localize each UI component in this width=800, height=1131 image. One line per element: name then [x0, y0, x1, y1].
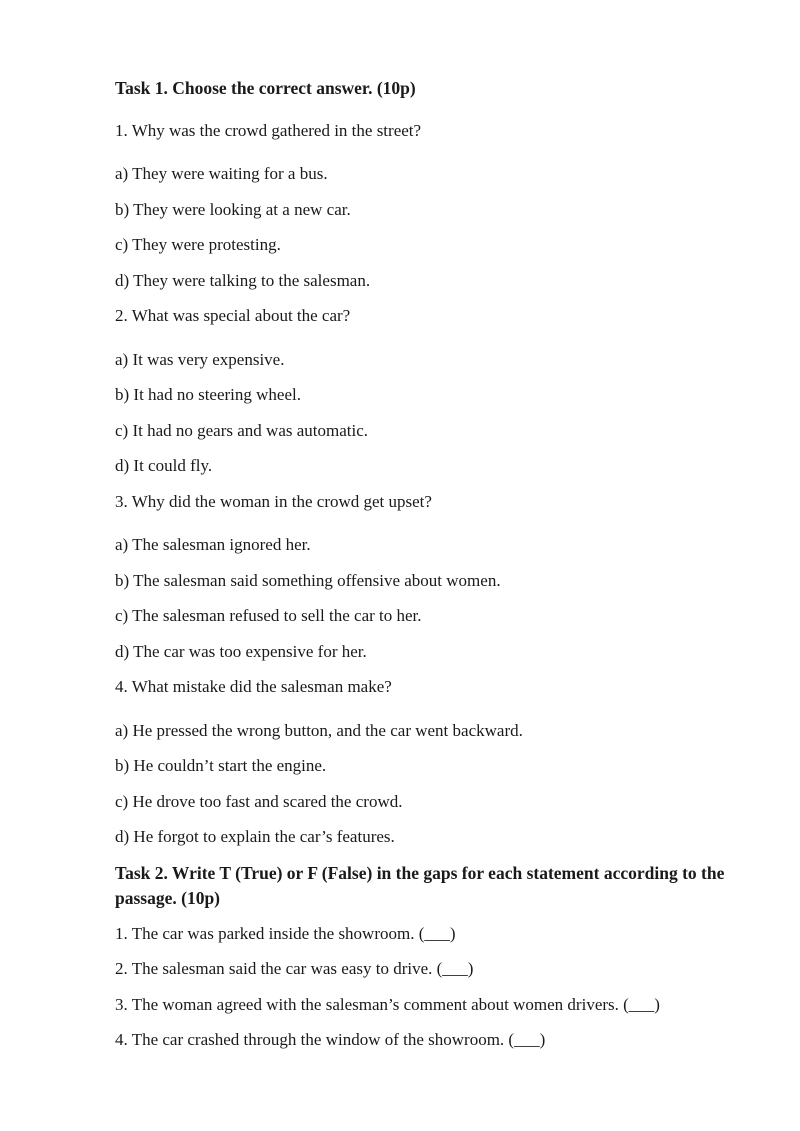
question-1-option-d: d) They were talking to the salesman.	[115, 271, 371, 290]
task1-title: Task 1. Choose the correct answer. (10p)	[115, 78, 416, 98]
question-1: 1. Why was the crowd gathered in the street?	[115, 121, 422, 140]
statement-4: 4. The car crashed through the window of the showroom. (___)	[115, 1030, 546, 1049]
statement-2: 2. The salesman said the car was easy to drive. (___)	[115, 959, 474, 978]
question-3-option-a: a) The salesman ignored her.	[115, 535, 311, 554]
statement-3: 3. The woman agreed with the salesman’s comment about women drivers. (___)	[115, 995, 660, 1014]
question-3-option-d: d) The car was too expensive for her.	[115, 642, 367, 661]
question-2-option-d: d) It could fly.	[115, 456, 213, 475]
question-4-option-a: a) He pressed the wrong button, and the car went backward.	[115, 721, 523, 740]
question-2-option-b: b) It had no steering wheel.	[115, 385, 301, 404]
statement-1: 1. The car was parked inside the showroom. (___)	[115, 924, 456, 943]
question-4-option-b: b) He couldn’t start the engine.	[115, 756, 327, 775]
question-4-option-d: d) He forgot to explain the car’s features.	[115, 827, 395, 846]
question-4-option-c: c) He drove too fast and scared the crowd.	[115, 792, 403, 811]
task2-title: Task 2. Write T (True) or F (False) in the gaps for each statement according to the passage. (10p)	[115, 863, 725, 908]
question-3: 3. Why did the woman in the crowd get upset?	[115, 492, 432, 511]
question-1-option-c: c) They were protesting.	[115, 235, 281, 254]
question-1-option-a: a) They were waiting for a bus.	[115, 164, 328, 183]
question-4: 4. What mistake did the salesman make?	[115, 677, 392, 696]
question-2-option-c: c) It had no gears and was automatic.	[115, 421, 369, 440]
question-2-option-a: a) It was very expensive.	[115, 350, 285, 369]
question-1-option-b: b) They were looking at a new car.	[115, 200, 351, 219]
question-3-option-c: c) The salesman refused to sell the car to her.	[115, 606, 422, 625]
question-3-option-b: b) The salesman said something offensive about women.	[115, 571, 501, 590]
question-2: 2. What was special about the car?	[115, 306, 351, 325]
